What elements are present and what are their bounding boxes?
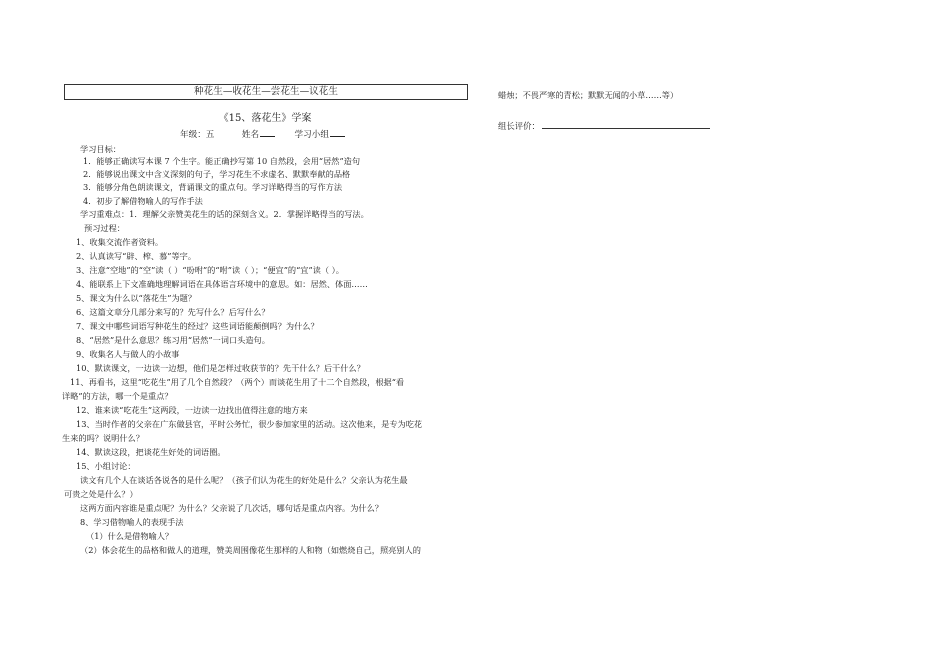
text-line: 详略”的方法，哪一个是重点？ <box>62 391 173 401</box>
right-top-line: 蜡烛；不畏严寒的青松；默默无闻的小草……等） <box>498 90 679 100</box>
text-line: 1．能够正确读写本课 7 个生字。能正确抄写第 10 自然段，会用“居然”造句 <box>83 156 361 166</box>
text-line: 9、收集名人与做人的小故事 <box>76 349 180 359</box>
text-line: 生来的吗？说明什么？ <box>62 433 144 443</box>
text-line: 12、谁来读“吃花生”这两段，一边读一边找出值得注意的地方来 <box>76 405 308 415</box>
text-line: 14、默读这段，把谈花生好处的词语圈。 <box>76 447 226 457</box>
text-line: 1、收集交流作者资料。 <box>76 237 164 247</box>
name-label: 姓名 <box>241 130 260 140</box>
text-line: 13、当时作者的父亲在广东做县官，平时公务忙，很少参加家里的活动。这次他来，是专为吃花 <box>76 419 423 429</box>
grade-label: 年级：五 <box>180 130 215 140</box>
comment-label: 组长评价： <box>498 121 540 131</box>
text-line: 6、这篇文章分几部分来写的？先写什么？后写什么？ <box>76 307 270 317</box>
text-line: （1）什么是借物喻人？ <box>86 531 174 541</box>
group-blank <box>330 127 345 137</box>
page-title: 《15、落花生》学案 <box>218 113 312 124</box>
comment-line <box>498 118 710 132</box>
text-line: 4、能联系上下文准确地理解词语在具体语言环境中的意思。如：居然、体面…… <box>76 279 368 289</box>
text-line: 2、认真读写“辟、榨、慕”等字。 <box>76 251 197 261</box>
text-line: 8、学习借物喻人的表现手法 <box>80 517 184 527</box>
text-line: 这两方面内容谁是重点呢？为什么？父亲说了几次话，哪句话是重点内容。为什么？ <box>80 503 383 513</box>
comment-blank <box>542 118 710 129</box>
text-line: 3、注意“空地”的“空”读（ ）“吩咐”的“咐”读（ ）；“便宜”的“宜”读（ ）。 <box>76 265 344 275</box>
header-box: 种花生—收花生—尝花生—议花生 <box>64 84 468 100</box>
text-line: （2）体会花生的品格和做人的道理，赞美周围像花生那样的人和物（如燃烧自己，照亮别人的 <box>80 545 421 555</box>
text-line: 4．初步了解借物喻人的写作手法 <box>83 196 203 206</box>
text-line: 学习目标： <box>80 144 121 154</box>
text-line: 7、课文中哪些词语写种花生的经过？这些词语能颠倒吗？为什么？ <box>76 321 319 331</box>
text-line: 10、默读课文，一边读一边想，他们是怎样过收获节的？先干什么？后干什么？ <box>76 363 365 373</box>
text-line: 学习重难点：1．理解父亲赞美花生的话的深刻含义。2．掌握详略得当的写法。 <box>80 209 369 219</box>
text-line: 2．能够说出课文中含义深刻的句子，学习花生不求虚名、默默奉献的品格 <box>83 169 351 179</box>
text-line: 15、小组讨论： <box>76 461 136 471</box>
text-line: 11、再看书，这里“吃花生”用了几个自然段？（两个）而谈花生用了十二个自然段，根据“看 <box>70 377 405 387</box>
text-line: 3．能够分角色朗读课文，背诵课文的重点句。学习详略得当的写作方法 <box>83 182 343 192</box>
text-line: 5、课文为什么以“落花生”为题？ <box>76 293 197 303</box>
text-line: 预习过程： <box>84 223 125 233</box>
group-label: 学习小组 <box>294 130 329 140</box>
text-line: 8、“居然”是什么意思？练习用“居然”一词口头造句。 <box>76 335 270 345</box>
name-blank <box>260 127 275 137</box>
grade-line <box>180 127 345 140</box>
text-line: 可贵之处是什么？） <box>64 489 138 499</box>
text-line: 读文有几个人在谈话各说各的是什么呢？（孩子们认为花生的好处是什么？父亲认为花生最 <box>80 475 408 485</box>
